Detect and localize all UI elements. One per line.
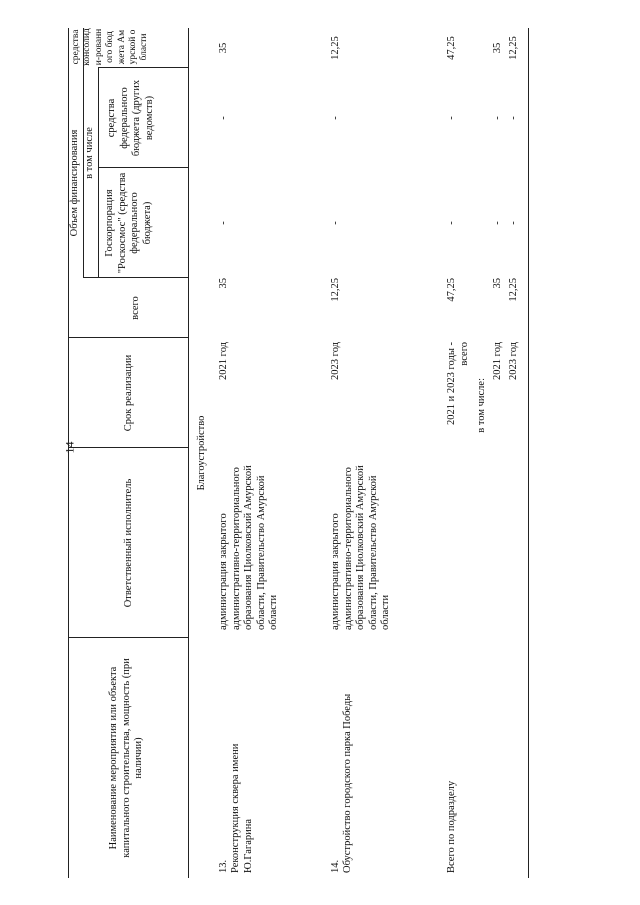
header-funding: Объем финансирования xyxy=(69,129,80,237)
row-14-roscosmos: - xyxy=(330,221,341,225)
summary-2023-roscosmos: - xyxy=(508,221,519,225)
row-14-executor: администрация закрытого административно-территориального образования Циолковский Амурской области, Правительство Амурской области xyxy=(330,465,392,630)
summary-regional: 47,25 xyxy=(446,36,457,60)
summary-2023-federal: - xyxy=(508,116,519,120)
row-13-executor: администрация закрытого административно-территориального образования Циолковский Амурской области, Правительство Амурской области xyxy=(218,465,280,630)
row-13-roscosmos: - xyxy=(218,221,229,225)
summary-total: 47,25 xyxy=(446,278,457,302)
row-14-federal: - xyxy=(330,116,341,120)
summary-federal: - xyxy=(446,116,457,120)
header-roscosmos: Госкорпорация "Роскосмос" (средства федерального бюджета) xyxy=(104,172,153,274)
header-regional: средства консолиди-рованного бюджета Амурской области xyxy=(71,28,150,66)
summary-2023-regional: 12,25 xyxy=(508,36,519,60)
financing-table xyxy=(68,28,598,878)
summary-2021-regional: 35 xyxy=(492,42,503,54)
row-13-num: 13. xyxy=(218,859,229,873)
summary-2021-federal: - xyxy=(492,116,503,120)
including-header-divider xyxy=(98,68,99,278)
row-14-total: 12,25 xyxy=(330,278,341,302)
row-13-total: 35 xyxy=(218,278,229,289)
summary-2023-period: 2023 год xyxy=(508,342,519,380)
header-federal: средства федерального бюджета (других ведомств) xyxy=(106,79,155,157)
row-13-federal: - xyxy=(218,116,229,120)
row-13-name: Реконструкция сквера имени Ю.Гагарина xyxy=(230,743,254,873)
row-13-regional: 35 xyxy=(218,42,229,54)
header-total: всего xyxy=(130,296,141,320)
row-14-name: Обустройство городского парка Победы xyxy=(342,693,353,873)
summary-name: Всего по подразделу xyxy=(446,780,457,873)
summary-period-total: 2021 и 2023 годы - всего xyxy=(446,342,470,426)
header-executor: Ответственный исполнитель xyxy=(123,478,134,608)
summary-2023-total: 12,25 xyxy=(508,278,519,302)
summary-including-label: в том числе: xyxy=(476,378,487,433)
summary-2021-total: 35 xyxy=(492,278,503,289)
row-13-period: 2021 год xyxy=(218,342,229,380)
col-divider-roscosmos xyxy=(98,167,188,168)
row-14-period: 2023 год xyxy=(330,342,341,380)
section-title: Благоустройство xyxy=(196,415,207,491)
summary-2021-period: 2021 год xyxy=(492,342,503,380)
summary-2021-roscosmos: - xyxy=(492,221,503,225)
header-including: в том числе xyxy=(84,127,95,179)
header-name: Наименование мероприятия или объекта капитального строительства, мощность (при наличии) xyxy=(108,658,145,858)
col-divider-federal xyxy=(98,67,188,68)
summary-roscosmos: - xyxy=(446,221,457,225)
page-number: 14 xyxy=(62,441,77,454)
row-14-num: 14. xyxy=(330,859,341,873)
header-period: Срок реализации xyxy=(123,354,134,432)
row-14-regional: 12,25 xyxy=(330,36,341,60)
table-bottom-border xyxy=(528,28,529,878)
table-header-bottom-border xyxy=(188,28,189,878)
